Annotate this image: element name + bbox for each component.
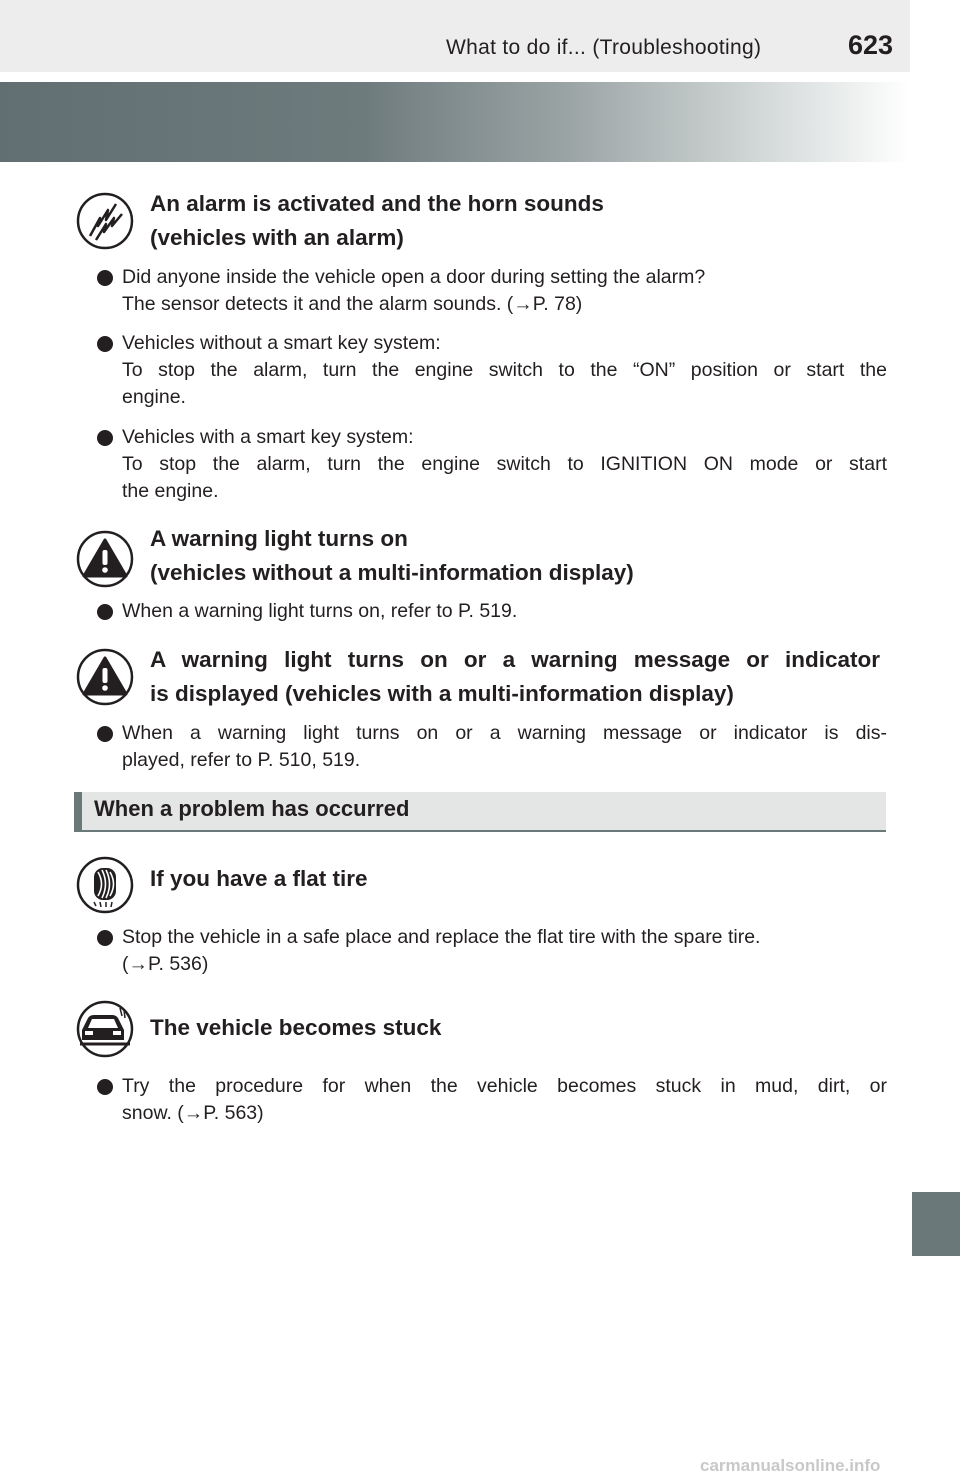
bullet-line: When a warning light turns on or a warning message or indicator is dis- <box>122 722 887 744</box>
bullet-line: Stop the vehicle in a safe place and replace the flat tire with the spare tire. <box>122 926 761 948</box>
bullet-icon <box>97 336 113 352</box>
heading-line: If you have a flat tire <box>150 866 368 891</box>
bullet-icon <box>97 1079 113 1095</box>
heading-line: An alarm is activated and the horn sounds <box>150 191 604 216</box>
section-heading-warning-message <box>150 643 880 711</box>
bullet-line: Vehicles without a smart key system: <box>122 332 441 354</box>
flat-tire-icon <box>76 856 134 914</box>
bullet-icon <box>97 726 113 742</box>
list-item <box>97 424 887 505</box>
bullet-line: Try the procedure for when the vehicle becomes stuck in mud, dirt, or <box>122 1075 887 1097</box>
bullet-line: snow. (→P. 563) <box>122 1102 264 1124</box>
bullet-line: the engine. <box>122 480 219 502</box>
section-heading-stuck <box>150 1011 441 1045</box>
section-title: When a problem has occurred <box>94 796 410 821</box>
bullet-line: engine. <box>122 386 186 408</box>
list-item <box>97 598 887 625</box>
stuck-vehicle-icon <box>76 1000 134 1058</box>
bullet-icon <box>97 270 113 286</box>
bullet-line: The sensor detects it and the alarm sounds. (→P. 78) <box>122 293 583 315</box>
warning-exclamation-icon <box>76 530 134 588</box>
chapter-side-tab <box>912 1192 960 1256</box>
heading-line: A warning light turns on or a warning message or indicator <box>150 647 880 672</box>
bullet-icon <box>97 930 113 946</box>
alarm-horn-icon <box>76 192 134 250</box>
list-item <box>97 720 887 774</box>
bullet-line: When a warning light turns on, refer to P. 519. <box>122 600 518 622</box>
list-item <box>97 1073 887 1127</box>
bullet-line: Vehicles with a smart key system: <box>122 426 414 448</box>
heading-line: (vehicles with an alarm) <box>150 225 404 250</box>
chapter-title: What to do if... (Troubleshooting) <box>446 36 762 59</box>
page-number: 623 <box>848 30 894 60</box>
bullet-line: (→P. 536) <box>122 953 209 975</box>
chapter-banner <box>0 82 910 162</box>
list-item <box>97 924 887 978</box>
list-item <box>97 264 887 318</box>
list-item <box>97 330 887 411</box>
bullet-icon <box>97 604 113 620</box>
heading-line: (vehicles without a multi-information display) <box>150 560 634 585</box>
section-heading-warning-light <box>150 522 634 590</box>
section-heading-alarm <box>150 187 604 255</box>
bullet-line: played, refer to P. 510, 519. <box>122 749 361 771</box>
heading-line: A warning light turns on <box>150 526 408 551</box>
heading-line: is displayed (vehicles with a multi-information display) <box>150 681 734 706</box>
section-heading-flat-tire <box>150 862 368 896</box>
bullet-line: To stop the alarm, turn the engine switch to IGNITION ON mode or start <box>122 453 887 475</box>
warning-exclamation-icon <box>76 648 134 706</box>
heading-line: The vehicle becomes stuck <box>150 1015 442 1040</box>
bullet-icon <box>97 430 113 446</box>
bullet-line: To stop the alarm, turn the engine switch to the “ON” position or start the <box>122 359 887 381</box>
watermark: carmanualsonline.info <box>700 1456 881 1475</box>
section-title-bar <box>74 792 886 832</box>
bullet-line: Did anyone inside the vehicle open a door during setting the alarm? <box>122 266 706 288</box>
